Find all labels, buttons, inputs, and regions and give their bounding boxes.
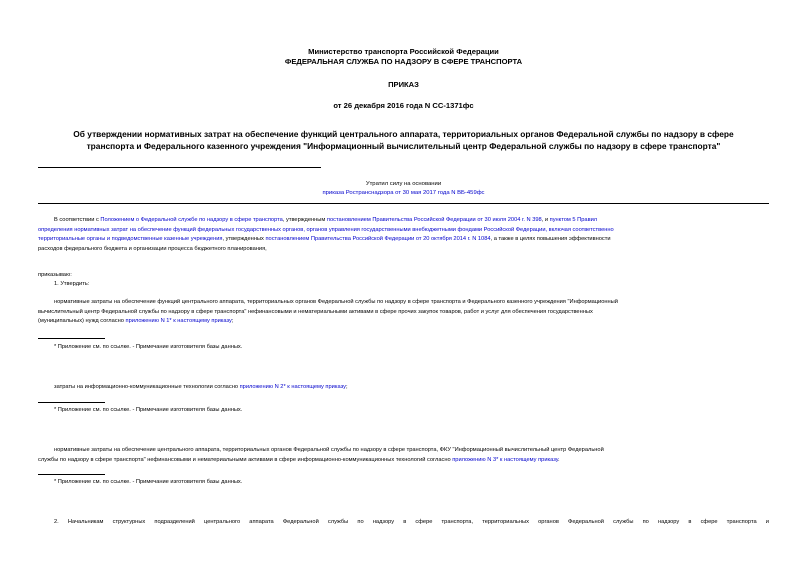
appendix-3-link[interactable]: приложению N 3* к настоящему приказу [452, 456, 559, 463]
paragraph-line: нормативные затраты на обеспечение функций центрального аппарата, территориальных органов Федеральной службы по надзору в сфере транспорта и Федерального казенного учреждения "Информационный [54, 299, 618, 305]
decree-1084-link[interactable]: постановлением Правительства Российской Федерации от 20 октября 2014 г. N 1084 [265, 236, 491, 243]
paragraph-1 [38, 298, 769, 327]
repeal-order-link[interactable]: приказа Ространснадзора от 30 мая 2017 года N ВБ-459фс [322, 190, 485, 196]
footnote: * Приложение см. по ссылке. - Примечание изготовителя базы данных. [54, 344, 243, 350]
rules-link-cont[interactable]: территориальные органы и подведомственные казенные учреждения [38, 236, 223, 243]
order-word: приказываю: [38, 272, 72, 278]
ministry-heading: Министерство транспорта Российской Федерации [308, 47, 499, 56]
rules-link[interactable]: определения нормативных затрат на обеспечение функций федеральных государственных органов, органов управления государственными внебюджетными фондами Российской Федерации, включая соответственно [38, 226, 614, 233]
rules-clause-link[interactable]: пунктом 5 Правил [549, 217, 598, 223]
status-note: Утратил силу на основании [365, 181, 442, 187]
paragraph-4 [38, 518, 769, 528]
paragraph-line: службы по надзору в сфере транспорта" нефинансовыми и нематериальными активами в сфере информационно-коммуникационных технологий согласно приложению N 3* к настоящему приказу. [38, 456, 560, 463]
paragraph-line: нормативные затраты на обеспечение центрального аппарата, территориальных органов Федеральной службы по надзору в сфере транспорта, ФКУ "Информационный вычислительный центр Федеральной [54, 447, 604, 453]
divider [38, 167, 321, 168]
paragraph-line: (муниципальных) нужд согласно приложению N 1* к настоящему приказу; [38, 318, 234, 325]
footnote: * Приложение см. по ссылке. - Примечание изготовителя базы данных. [54, 479, 243, 485]
preamble-line [38, 226, 769, 236]
preamble-line: В соответствии с Положением о Федеральной службе по надзору в сфере транспорта, утвержденным постановлением Правительства Российской Федерации от 30 июля 2004 г. N 398, и пунктом 5 Правил [54, 217, 598, 223]
decree-398-link[interactable]: постановлением Правительства Российской Федерации от 30 июля 2004 г. N 398 [326, 217, 542, 223]
preamble-line: расходов федерального бюджета и организации процесса бюджетного планирования, [38, 245, 267, 252]
paragraph-line: 2. Начальникам структурных подразделений центрального аппарата Федеральной службы по надзору в сфере транспорта, территориальных органов Федеральной службы по надзору в сфере транспорта и [54, 519, 769, 525]
status-link-wrap [0, 189, 807, 197]
preamble-paragraph [38, 216, 769, 254]
appendix-2-link[interactable]: приложению N 2* к настоящему приказу [239, 384, 346, 390]
doc-type-heading: ПРИКАЗ [388, 80, 419, 89]
paragraph-line: вычислительный центр Федеральной службы по надзору в сфере транспорта" нефинансовыми и нематериальными активами в сфере прочих закупок товаров, работ и услуг для обеспечения государственных [38, 308, 593, 315]
doc-date-number: от 26 декабря 2016 года N СС-1371фс [333, 101, 474, 110]
appendix-1-link[interactable]: приложению N 1* к настоящему приказу [125, 318, 232, 325]
item-1: 1. Утвердить: [54, 281, 90, 287]
paragraph-3 [38, 446, 769, 465]
footnote-divider [38, 338, 105, 339]
paragraph-2: затраты на информационно-коммуникационные технологии согласно приложению N 2* к настоящему приказу; [54, 384, 348, 390]
divider [38, 203, 769, 204]
footnote: * Приложение см. по ссылке. - Примечание изготовителя базы данных. [54, 407, 243, 413]
preamble-line: территориальные органы и подведомственные казенные учреждения, утвержденных постановлением Правительства Российской Федерации от 20 октября 2014 г. N 1084, а также в целях повышения эффективности [38, 236, 611, 243]
service-heading: ФЕДЕРАЛЬНАЯ СЛУЖБА ПО НАДЗОРУ В СФЕРЕ ТРАНСПОРТА [284, 57, 523, 66]
footnote-divider [38, 402, 105, 403]
doc-title-line-2: транспорта и Федерального казенного учреждения "Информационный вычислительный центр Федеральной службы по надзору в сфере транспорта" [86, 141, 721, 151]
doc-title-line-1: Об утверждении нормативных затрат на обеспечение функций центрального аппарата, территориальных органов Федеральной службы по надзору в сфере [73, 129, 734, 139]
footnote-divider [38, 474, 105, 475]
regulation-link[interactable]: Положением о Федеральной службе по надзору в сфере транспорта [100, 217, 283, 223]
